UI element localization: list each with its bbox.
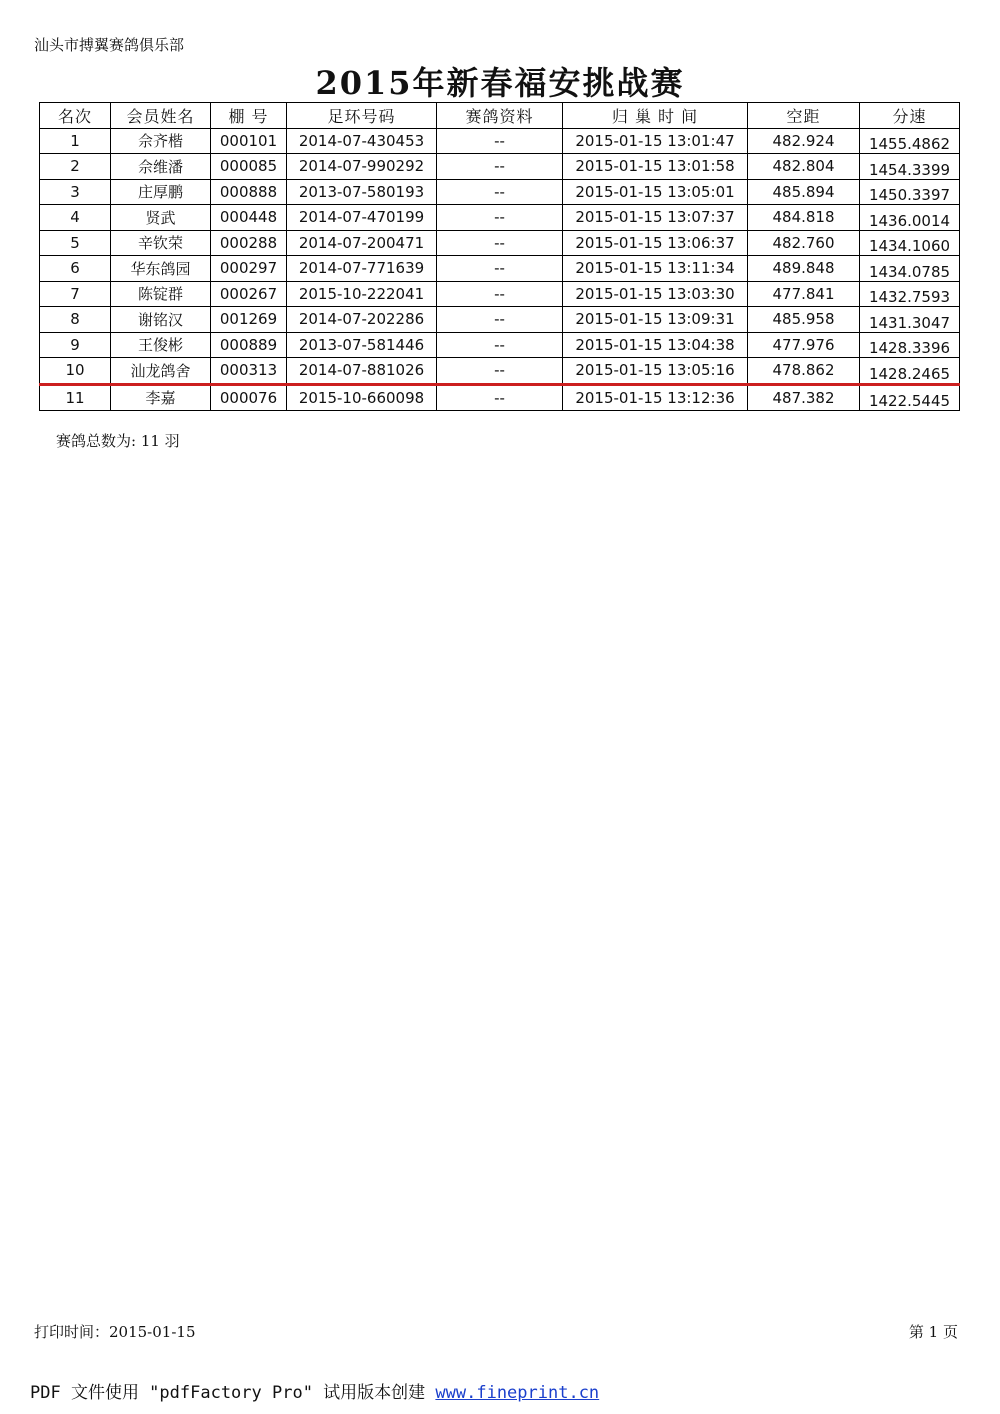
cell-name: 庄厚鹏: [111, 179, 211, 205]
cell-ring: 2015-10-222041: [287, 281, 437, 307]
cell-info: --: [437, 332, 563, 358]
cell-speed: 1455.4862: [860, 128, 960, 154]
cell-speed: 1428.3396: [860, 332, 960, 358]
pdf-note: [30, 1378, 599, 1403]
table-row: [40, 307, 960, 333]
cell-rank: 9: [40, 332, 111, 358]
cell-name: 辛钦荣: [111, 230, 211, 256]
cell-loft: 000085: [211, 154, 287, 180]
cell-rank: 2: [40, 154, 111, 180]
cell-ring: 2014-07-470199: [287, 205, 437, 231]
cell-speed: 1450.3397: [860, 179, 960, 205]
cell-speed: 1434.0785: [860, 256, 960, 282]
cell-rank: 6: [40, 256, 111, 282]
results-table: [39, 102, 960, 411]
cell-name: 陈锭群: [111, 281, 211, 307]
cell-dist: 482.804: [748, 154, 860, 180]
cell-loft: 000267: [211, 281, 287, 307]
table-header-row: [40, 103, 960, 129]
cell-ring: 2014-07-202286: [287, 307, 437, 333]
cell-dist: 485.894: [748, 179, 860, 205]
cell-info: --: [437, 307, 563, 333]
cell-dist: 482.760: [748, 230, 860, 256]
col-distance: 空距: [748, 103, 860, 129]
table-row: [40, 205, 960, 231]
cell-name: 汕龙鸽舍: [111, 358, 211, 385]
table-row: [40, 332, 960, 358]
page-number: 第 1 页: [908, 1323, 958, 1341]
cell-time: 2015-01-15 13:07:37: [563, 205, 748, 231]
col-rank: 名次: [40, 103, 111, 129]
cell-info: --: [437, 128, 563, 154]
cell-time: 2015-01-15 13:01:47: [563, 128, 748, 154]
cell-info: --: [437, 205, 563, 231]
cell-time: 2015-01-15 13:05:16: [563, 358, 748, 385]
cell-speed: 1432.7593: [860, 281, 960, 307]
cell-loft: 000448: [211, 205, 287, 231]
cell-name: 佘齐楷: [111, 128, 211, 154]
cell-speed: 1428.2465: [860, 358, 960, 385]
cell-rank: 7: [40, 281, 111, 307]
cell-time: 2015-01-15 13:06:37: [563, 230, 748, 256]
col-pigeon-info: 赛鸽资料: [437, 103, 563, 129]
cell-name: 华东鸽园: [111, 256, 211, 282]
cell-loft: 000888: [211, 179, 287, 205]
cell-dist: 487.382: [748, 384, 860, 411]
cell-dist: 484.818: [748, 205, 860, 231]
cell-name: 贤武: [111, 205, 211, 231]
cell-ring: 2013-07-581446: [287, 332, 437, 358]
cell-dist: 477.976: [748, 332, 860, 358]
club-name: 汕头市搏翼赛鸽俱乐部: [34, 36, 185, 54]
cell-ring: 2014-07-990292: [287, 154, 437, 180]
col-arrival-time: 归 巢 时 间: [563, 103, 748, 129]
cell-info: --: [437, 230, 563, 256]
cell-info: --: [437, 281, 563, 307]
print-time: 打印时间：2015-01-15: [34, 1323, 196, 1341]
cell-name: 谢铭汉: [111, 307, 211, 333]
col-ring-no: 足环号码: [287, 103, 437, 129]
table-row: [40, 281, 960, 307]
table-row: [40, 358, 960, 385]
cell-speed: 1434.1060: [860, 230, 960, 256]
cell-rank: 8: [40, 307, 111, 333]
table-row: [40, 256, 960, 282]
cell-dist: 482.924: [748, 128, 860, 154]
col-loft-no: 棚 号: [211, 103, 287, 129]
table-row: [40, 384, 960, 411]
cell-rank: 5: [40, 230, 111, 256]
cell-loft: 000889: [211, 332, 287, 358]
cell-info: --: [437, 384, 563, 411]
cell-loft: 001269: [211, 307, 287, 333]
cell-speed: 1431.3047: [860, 307, 960, 333]
col-member-name: 会员姓名: [111, 103, 211, 129]
page-title: 2015年新春福安挑战赛: [315, 64, 685, 102]
total-count: 赛鸽总数为: 11 羽: [56, 432, 180, 450]
cell-time: 2015-01-15 13:04:38: [563, 332, 748, 358]
fineprint-link[interactable]: www.fineprint.cn: [435, 1383, 600, 1403]
cell-speed: 1436.0014: [860, 205, 960, 231]
cell-rank: 1: [40, 128, 111, 154]
cell-time: 2015-01-15 13:03:30: [563, 281, 748, 307]
cell-time: 2015-01-15 13:12:36: [563, 384, 748, 411]
cell-loft: 000101: [211, 128, 287, 154]
table-row: [40, 154, 960, 180]
cell-dist: 477.841: [748, 281, 860, 307]
cell-loft: 000076: [211, 384, 287, 411]
cell-ring: 2014-07-771639: [287, 256, 437, 282]
cell-info: --: [437, 154, 563, 180]
table-row: [40, 179, 960, 205]
cell-time: 2015-01-15 13:01:58: [563, 154, 748, 180]
cell-info: --: [437, 256, 563, 282]
cell-loft: 000313: [211, 358, 287, 385]
cell-loft: 000297: [211, 256, 287, 282]
cell-ring: 2014-07-430453: [287, 128, 437, 154]
cell-info: --: [437, 179, 563, 205]
cell-rank: 4: [40, 205, 111, 231]
cell-rank: 10: [40, 358, 111, 385]
cell-rank: 11: [40, 384, 111, 411]
cell-dist: 485.958: [748, 307, 860, 333]
cell-speed: 1422.5445: [860, 384, 960, 411]
cell-loft: 000288: [211, 230, 287, 256]
cell-time: 2015-01-15 13:09:31: [563, 307, 748, 333]
table-row: [40, 128, 960, 154]
cell-time: 2015-01-15 13:11:34: [563, 256, 748, 282]
col-speed: 分速: [860, 103, 960, 129]
cell-dist: 489.848: [748, 256, 860, 282]
cell-rank: 3: [40, 179, 111, 205]
cell-name: 王俊彬: [111, 332, 211, 358]
cell-dist: 478.862: [748, 358, 860, 385]
pdf-note-text: PDF 文件使用 "pdfFactory Pro" 试用版本创建: [30, 1383, 436, 1403]
cell-ring: 2015-10-660098: [287, 384, 437, 411]
cell-name: 佘维潘: [111, 154, 211, 180]
cell-info: --: [437, 358, 563, 385]
cell-speed: 1454.3399: [860, 154, 960, 180]
cell-time: 2015-01-15 13:05:01: [563, 179, 748, 205]
table-row: [40, 230, 960, 256]
cell-ring: 2014-07-881026: [287, 358, 437, 385]
cell-ring: 2014-07-200471: [287, 230, 437, 256]
cell-name: 李嘉: [111, 384, 211, 411]
cell-ring: 2013-07-580193: [287, 179, 437, 205]
